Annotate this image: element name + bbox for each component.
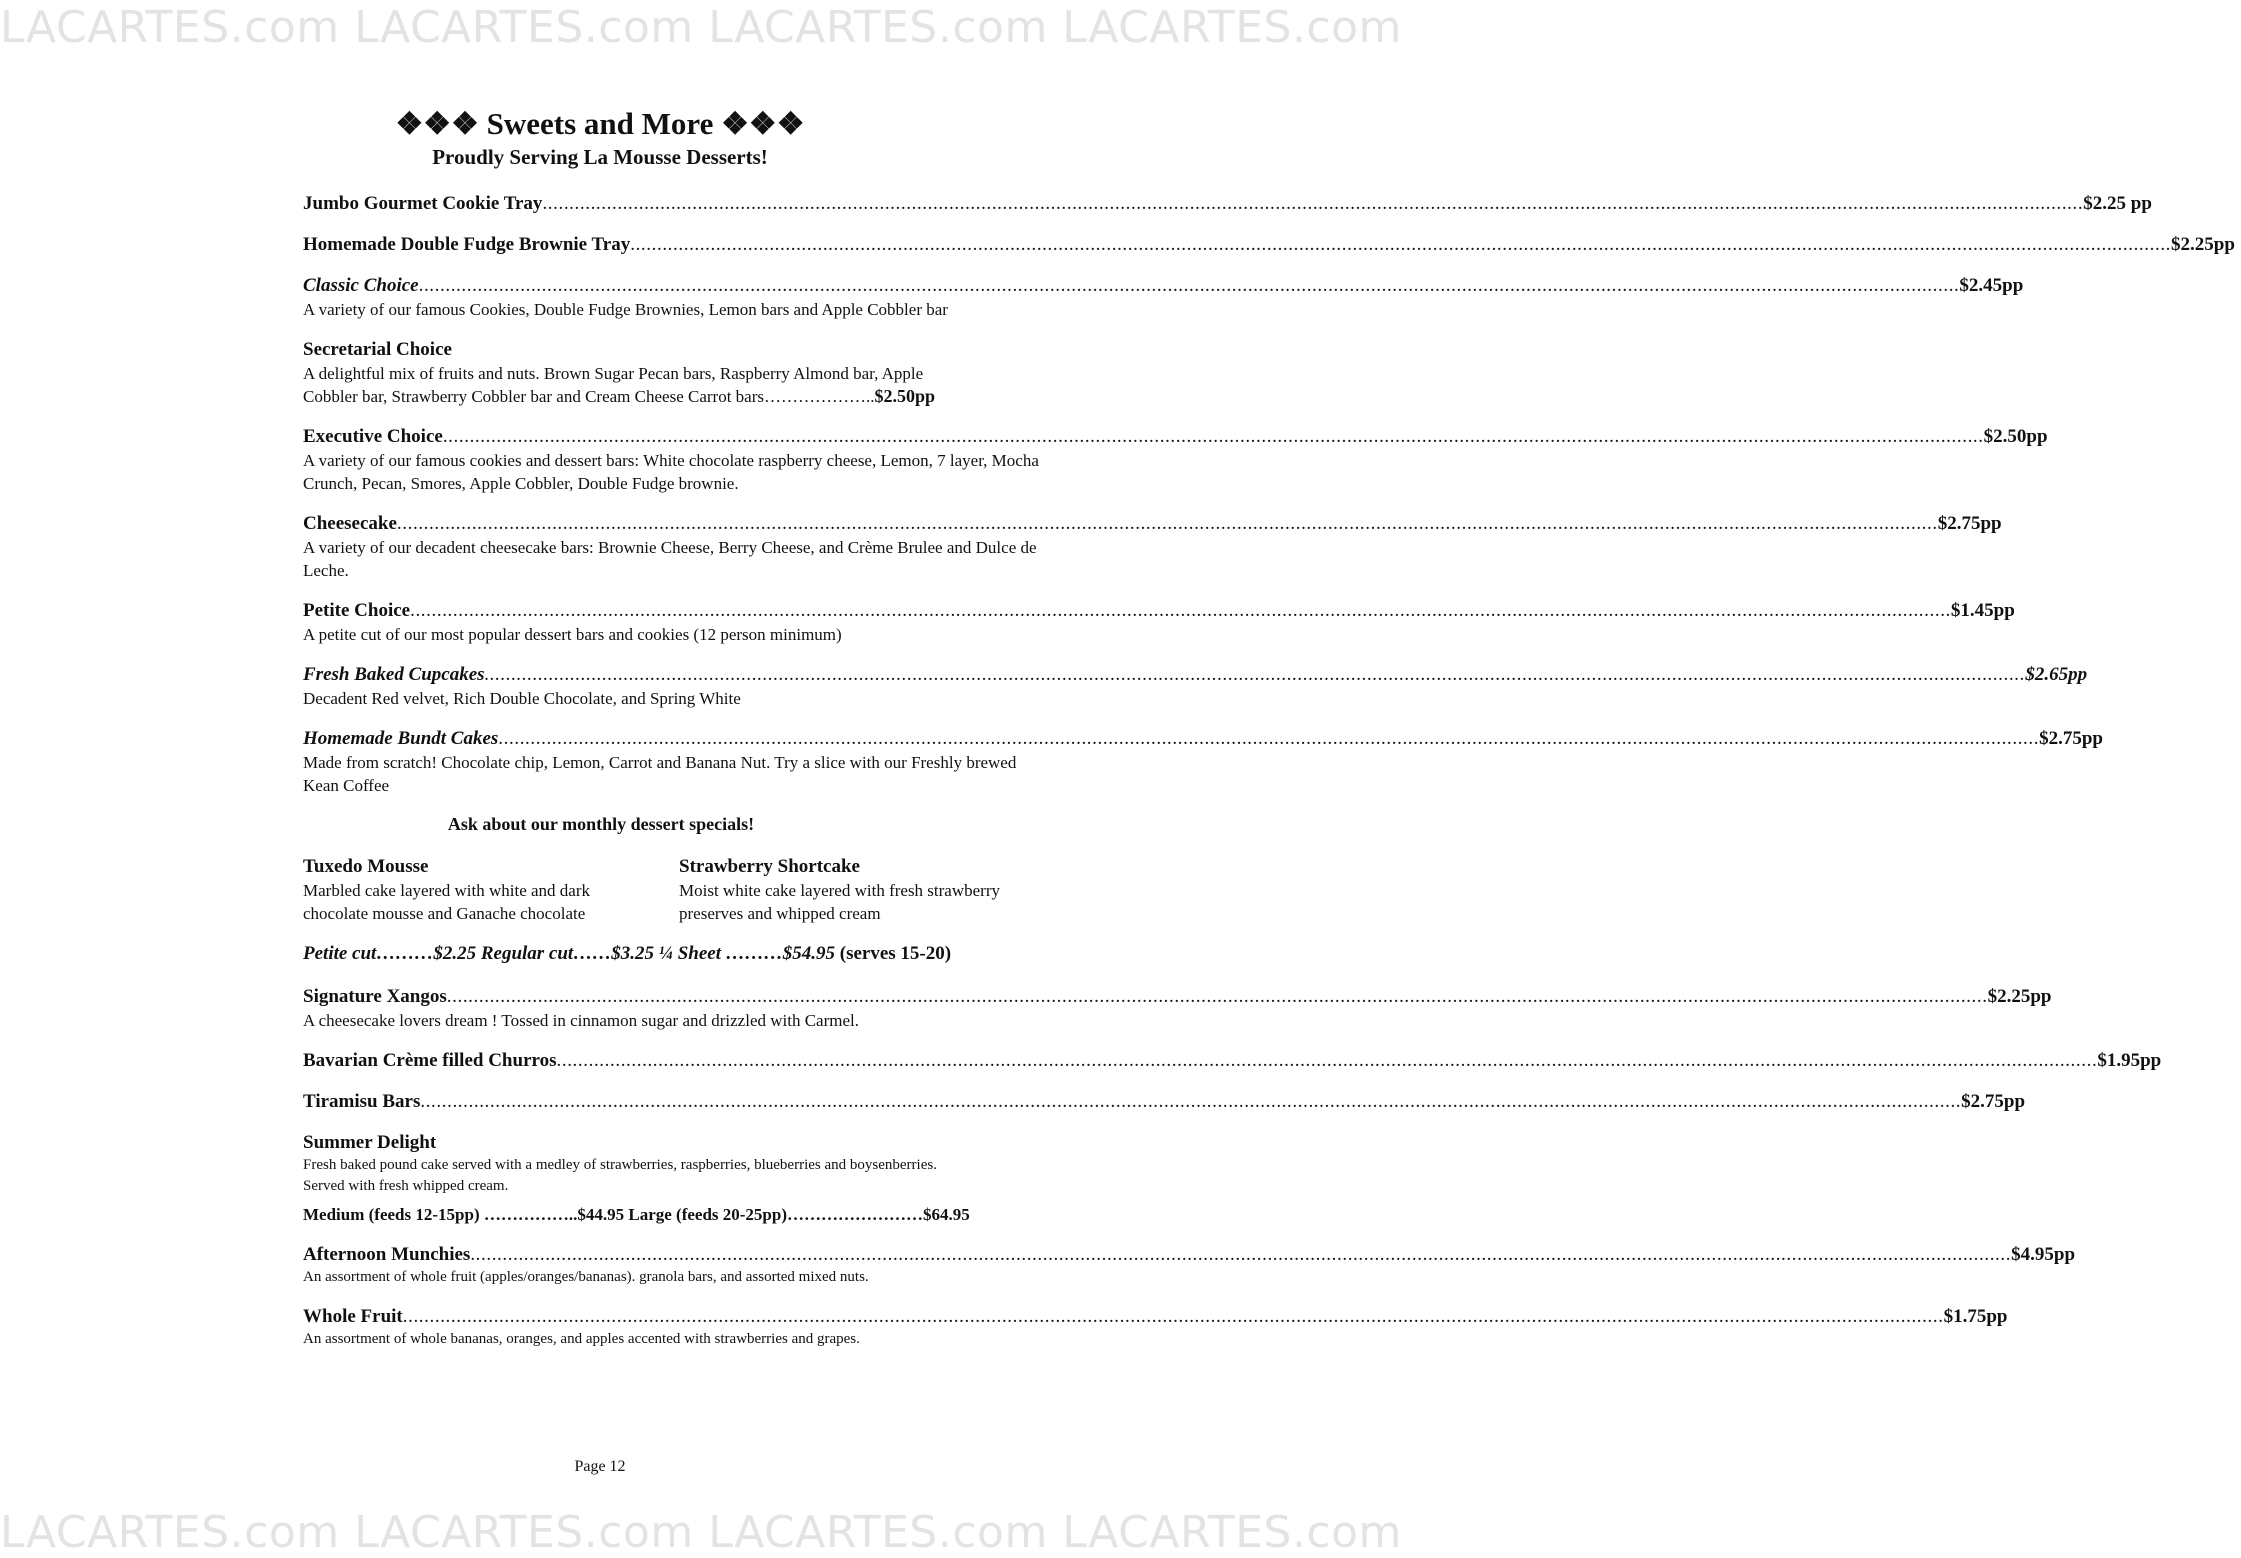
page-title: ❖❖❖ Sweets and More ❖❖❖ [395, 106, 805, 141]
item-name: Petite Choice [303, 600, 411, 621]
special-name: Strawberry Shortcake [679, 856, 860, 877]
menu-item [303, 1090, 2026, 1114]
item-price: $2.75pp [1961, 1091, 2026, 1112]
cut-serves: (serves 15-20) [835, 943, 952, 964]
item-price: $2.50pp [874, 386, 936, 406]
item-price: $2.65pp [2025, 664, 2088, 685]
item-name: Tiramisu Bars [303, 1091, 421, 1112]
item-description: A variety of our decadent cheesecake bars: Brownie Cheese, Berry Cheese, and Crème Brulee and Dulce de Leche. [303, 538, 1037, 580]
item-description: An assortment of whole fruit (apples/oranges/bananas). granola bars, and assorted mixed nuts. [303, 1269, 869, 1285]
item-name: Homemade Bundt Cakes [303, 728, 499, 749]
item-name: Signature Xangos [303, 986, 447, 1007]
item-price: $2.50pp [1983, 426, 2048, 447]
item-description: Decadent Red velvet, Rich Double Chocolate, and Spring White [303, 689, 741, 708]
item-name: Bavarian Crème filled Churros [303, 1050, 557, 1071]
page-subtitle: Proudly Serving La Mousse Desserts! [432, 145, 768, 169]
menu-item [303, 512, 2002, 582]
item-name: Afternoon Munchies [303, 1244, 471, 1265]
item-name: Secretarial Choice [303, 339, 452, 360]
item-price: $2.25 pp [2083, 193, 2152, 214]
item-description: Fresh baked pound cake served with a medley of strawberries, raspberries, blueberries and boysenberries. Served with fresh whipped cream. [303, 1157, 937, 1194]
item-description: Cobbler bar, Strawberry Cobbler bar and Cream Cheese Carrot bars……………….. [303, 387, 875, 406]
item-description: A petite cut of our most popular dessert bars and cookies (12 person minimum) [303, 625, 842, 644]
menu-item [303, 192, 2152, 216]
watermark-top: LACARTES.com LACARTES.com LACARTES.com LACARTES.com [0, 2, 1402, 53]
item-description: A variety of our famous Cookies, Double Fudge Brownies, Lemon bars and Apple Cobbler bar [303, 300, 948, 319]
menu-item [303, 663, 2088, 710]
watermark-bottom: LACARTES.com LACARTES.com LACARTES.com LACARTES.com [0, 1507, 1402, 1558]
item-price: $1.75pp [1943, 1306, 2008, 1327]
item-name: Summer Delight [303, 1132, 437, 1153]
item-name: Whole Fruit [303, 1306, 403, 1327]
item-description: A delightful mix of fruits and nuts. Brown Sugar Pecan bars, Raspberry Almond bar, Apple [303, 364, 924, 383]
item-name: Jumbo Gourmet Cookie Tray [303, 193, 543, 214]
size-prices: Medium (feeds 12-15pp) ……………..$44.95 Large (feeds 20-25pp)……………………$64.95 [303, 1205, 970, 1224]
specials-columns [303, 855, 1055, 925]
special-item [303, 855, 679, 925]
item-description: Made from scratch! Chocolate chip, Lemon, Carrot and Banana Nut. Try a slice with our Freshly brewed Kean Coffee [303, 753, 1017, 795]
page-number: Page 12 [574, 1458, 626, 1475]
specials-note: Ask about our monthly dessert specials! [447, 814, 755, 834]
menu-item [303, 274, 2024, 321]
menu-item [303, 1131, 1055, 1197]
menu-item [303, 727, 2103, 797]
menu-item [303, 1243, 2076, 1288]
item-price: $2.45pp [1959, 275, 2024, 296]
item-price: $1.95pp [2097, 1050, 2162, 1071]
menu-content [303, 192, 2235, 1367]
item-description: A cheesecake lovers dream ! Tossed in cinnamon sugar and drizzled with Carmel. [303, 1011, 860, 1030]
cut-prices [303, 943, 1055, 965]
item-price: $4.95pp [2011, 1244, 2076, 1265]
special-description: Marbled cake layered with white and dark chocolate mousse and Ganache chocolate [303, 881, 590, 923]
item-name: Fresh Baked Cupcakes [303, 664, 485, 685]
menu-item [303, 985, 2052, 1032]
item-price: $2.75pp [2039, 728, 2103, 749]
menu-item [303, 1049, 2162, 1073]
menu-item [303, 425, 2048, 495]
item-name: Executive Choice [303, 426, 443, 447]
item-price: $2.75pp [1937, 513, 2002, 534]
menu-item [303, 233, 2235, 257]
menu-item [303, 1305, 2008, 1350]
item-name: Cheesecake [303, 513, 397, 534]
special-name: Tuxedo Mousse [303, 856, 429, 877]
item-description: A variety of our famous cookies and dessert bars: White chocolate raspberry cheese, Lemon, 7 layer, Mocha Crunch, Pecan, Smores, Apple Cobbler, Double Fudge brownie. [303, 451, 1039, 493]
special-description: Moist white cake layered with fresh strawberry preserves and whipped cream [679, 881, 1000, 923]
item-price: $1.45pp [1950, 600, 2015, 621]
item-name: Classic Choice [303, 275, 419, 296]
special-item [679, 855, 1055, 925]
menu-item [303, 338, 1055, 408]
cut-prices-text: Petite cut………$2.25 Regular cut……$3.25 ¼ Sheet ………$54.95 [303, 943, 835, 964]
item-price: $2.25pp [2171, 234, 2235, 255]
item-name: Homemade Double Fudge Brownie Tray [303, 234, 631, 255]
menu-item [303, 599, 2015, 646]
item-description: An assortment of whole bananas, oranges, and apples accented with strawberries and grapes. [303, 1331, 860, 1347]
item-price: $2.25pp [1987, 986, 2052, 1007]
